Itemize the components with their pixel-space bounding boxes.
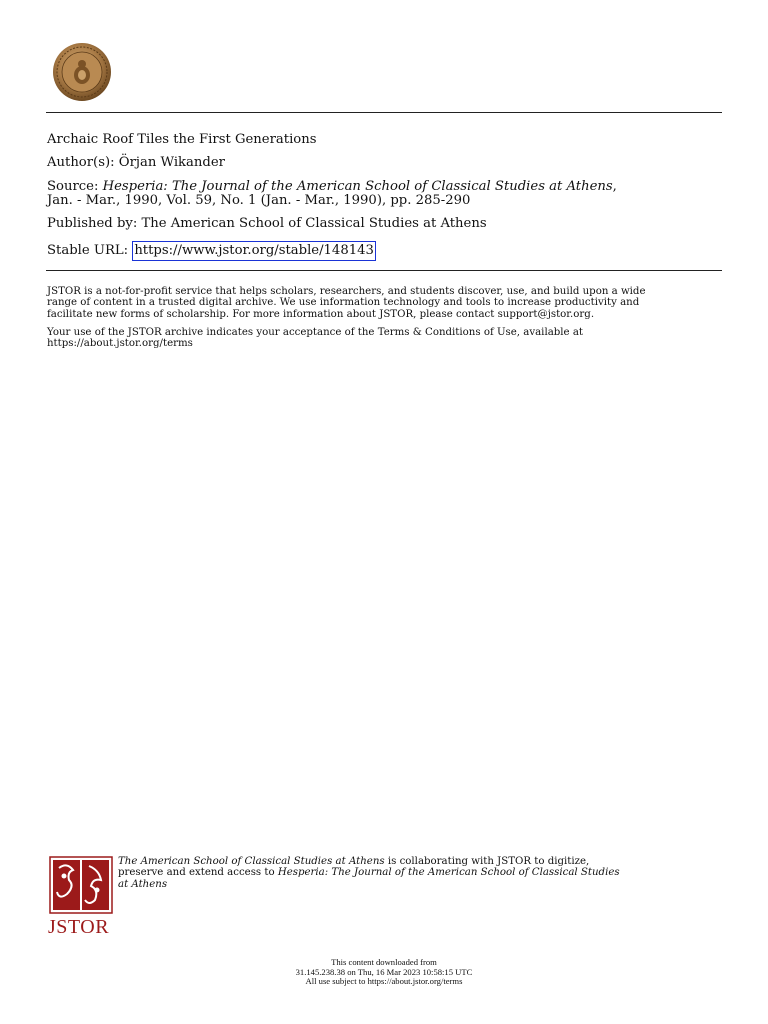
publisher-label: Published by: [47,216,138,231]
notice-divider [46,270,722,271]
publisher-value: The American School of Classical Studies at Athens [141,216,487,231]
source-details: Jan. - Mar., 1990, Vol. 59, No. 1 (Jan. - Mar., 1990), pp. 285-290 [47,193,471,208]
collab-org: The American School of Classical Studies at Athens [118,856,385,867]
notice-line: facilitate new forms of scholarship. For more information about JSTOR, please contact support@jstor.org. [47,308,595,320]
collab-journal-end: at Athens [118,878,168,890]
notice-line: JSTOR is a not-for-profit service that helps scholars, researchers, and students discover, use, and build upon a wide [47,286,646,297]
authors-label: Author(s): [47,155,115,170]
collab-line2-start: preserve and extend access to [118,867,278,879]
source-label: Source: [47,179,99,194]
footer-line: 31.145.238.38 on Thu, 16 Mar 2023 10:58:15 UTC [295,966,473,977]
ascsa-seal-icon [52,42,112,102]
article-title: Archaic Roof Tiles the First Generations [47,132,317,147]
jstor-notice-paragraph [47,286,727,320]
terms-line: Your use of the JSTOR archive indicates your acceptance of the Terms & Conditions of Use, available at [47,327,583,338]
collab-line [118,867,698,878]
terms-url: https://about.jstor.org/terms [47,338,193,350]
stable-url-line [47,243,376,258]
collab-line1-rest: is collaborating with JSTOR to digitize, [384,856,590,867]
notice-line: range of content in a trusted digital archive. We use information technology and tools to increase productivity and [47,297,640,309]
download-footer [0,958,768,987]
source-separator: , [612,179,617,194]
jstor-wordmark: JSTOR [48,916,110,938]
header-divider [46,112,722,113]
footer-line: All use subject to https://about.jstor.org/terms [305,976,463,987]
collaboration-statement [118,856,698,890]
stable-url-label: Stable URL: [47,243,129,258]
collab-line [118,856,698,867]
footer-line: This content downloaded from [331,957,437,967]
source-line [47,179,617,194]
collab-line [118,879,698,890]
authors-line [47,155,225,170]
publisher-line [47,216,487,231]
authors-value: Örjan Wikander [118,155,225,170]
stable-url-link[interactable]: https://www.jstor.org/stable/148143 [132,241,376,261]
collab-journal: Hesperia: The Journal of the American School of Classical Studies [277,867,620,879]
source-journal: Hesperia: The Journal of the American School of Classical Studies at Athens [102,179,613,194]
terms-paragraph [47,327,727,350]
